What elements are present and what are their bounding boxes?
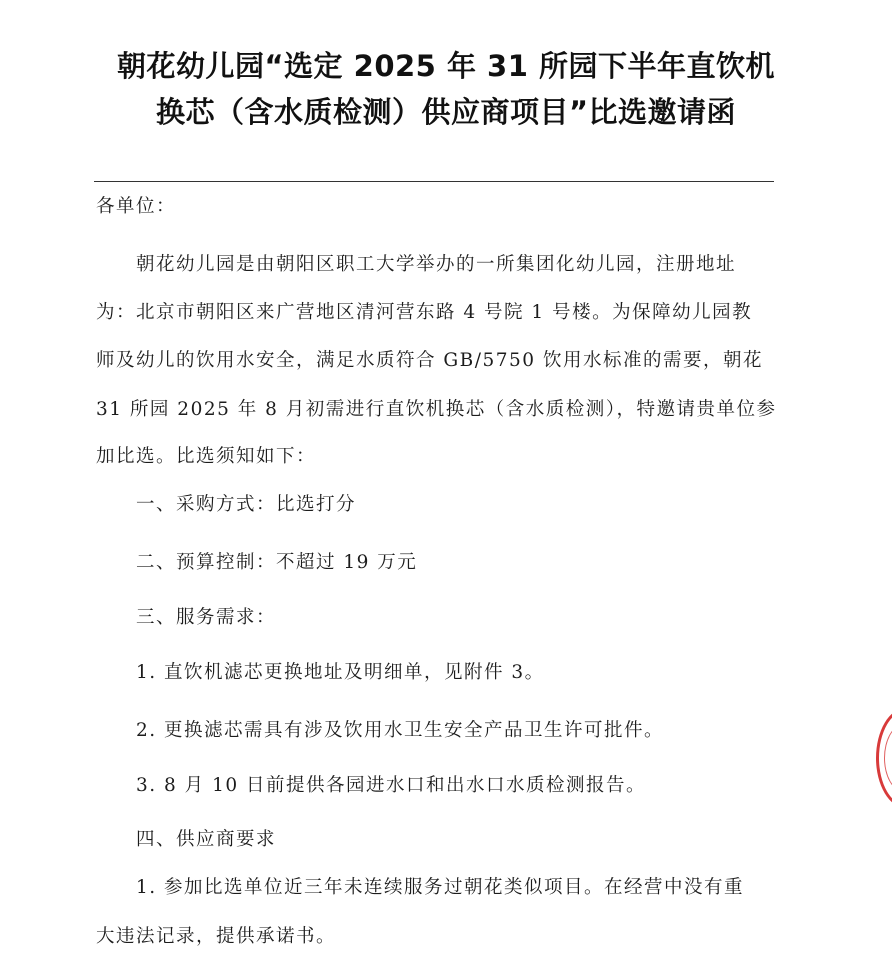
intro-line-1: 朝花幼儿园是由朝阳区职工大学举办的一所集团化幼儿园，注册地址 (136, 254, 737, 275)
intro-line-5: 加比选。比选须知如下： (96, 446, 317, 467)
service-item-2: 2. 更换滤芯需具有涉及饮用水卫生安全产品卫生许可批件。 (136, 720, 665, 741)
section-service-heading: 三、服务需求： (136, 607, 277, 628)
intro-line-3: 师及幼儿的饮用水安全，满足水质符合 GB/5750 饮用水标准的需要，朝花 (96, 350, 763, 371)
supplier-item-1-line-1: 1. 参加比选单位近三年未连续服务过朝花类似项目。在经营中没有重 (136, 877, 745, 898)
salutation: 各单位： (96, 196, 177, 217)
title-divider (94, 181, 774, 182)
service-item-3: 3. 8 月 10 日前提供各园进水口和出水口水质检测报告。 (136, 775, 646, 796)
service-item-1: 1. 直饮机滤芯更换地址及明细单，见附件 3。 (136, 662, 545, 683)
section-procurement-method: 一、采购方式：比选打分 (136, 494, 357, 515)
document-title-line-2: 换芯（含水质检测）供应商项目”比选邀请函 (155, 95, 737, 129)
section-budget-control: 二、预算控制：不超过 19 万元 (136, 552, 418, 573)
supplier-item-1-line-2: 大违法记录，提供承诺书。 (96, 926, 337, 947)
section-supplier-heading: 四、供应商要求 (136, 829, 277, 850)
intro-line-4: 31 所园 2025 年 8 月初需进行直饮机换芯（含水质检测），特邀请贵单位参 (96, 399, 777, 420)
document-title-line-1: 朝花幼儿园“选定 2025 年 31 所园下半年直饮机 (116, 49, 775, 83)
intro-line-2: 为：北京市朝阳区来广营地区清河营东路 4 号院 1 号楼。为保障幼儿园教 (96, 302, 753, 323)
